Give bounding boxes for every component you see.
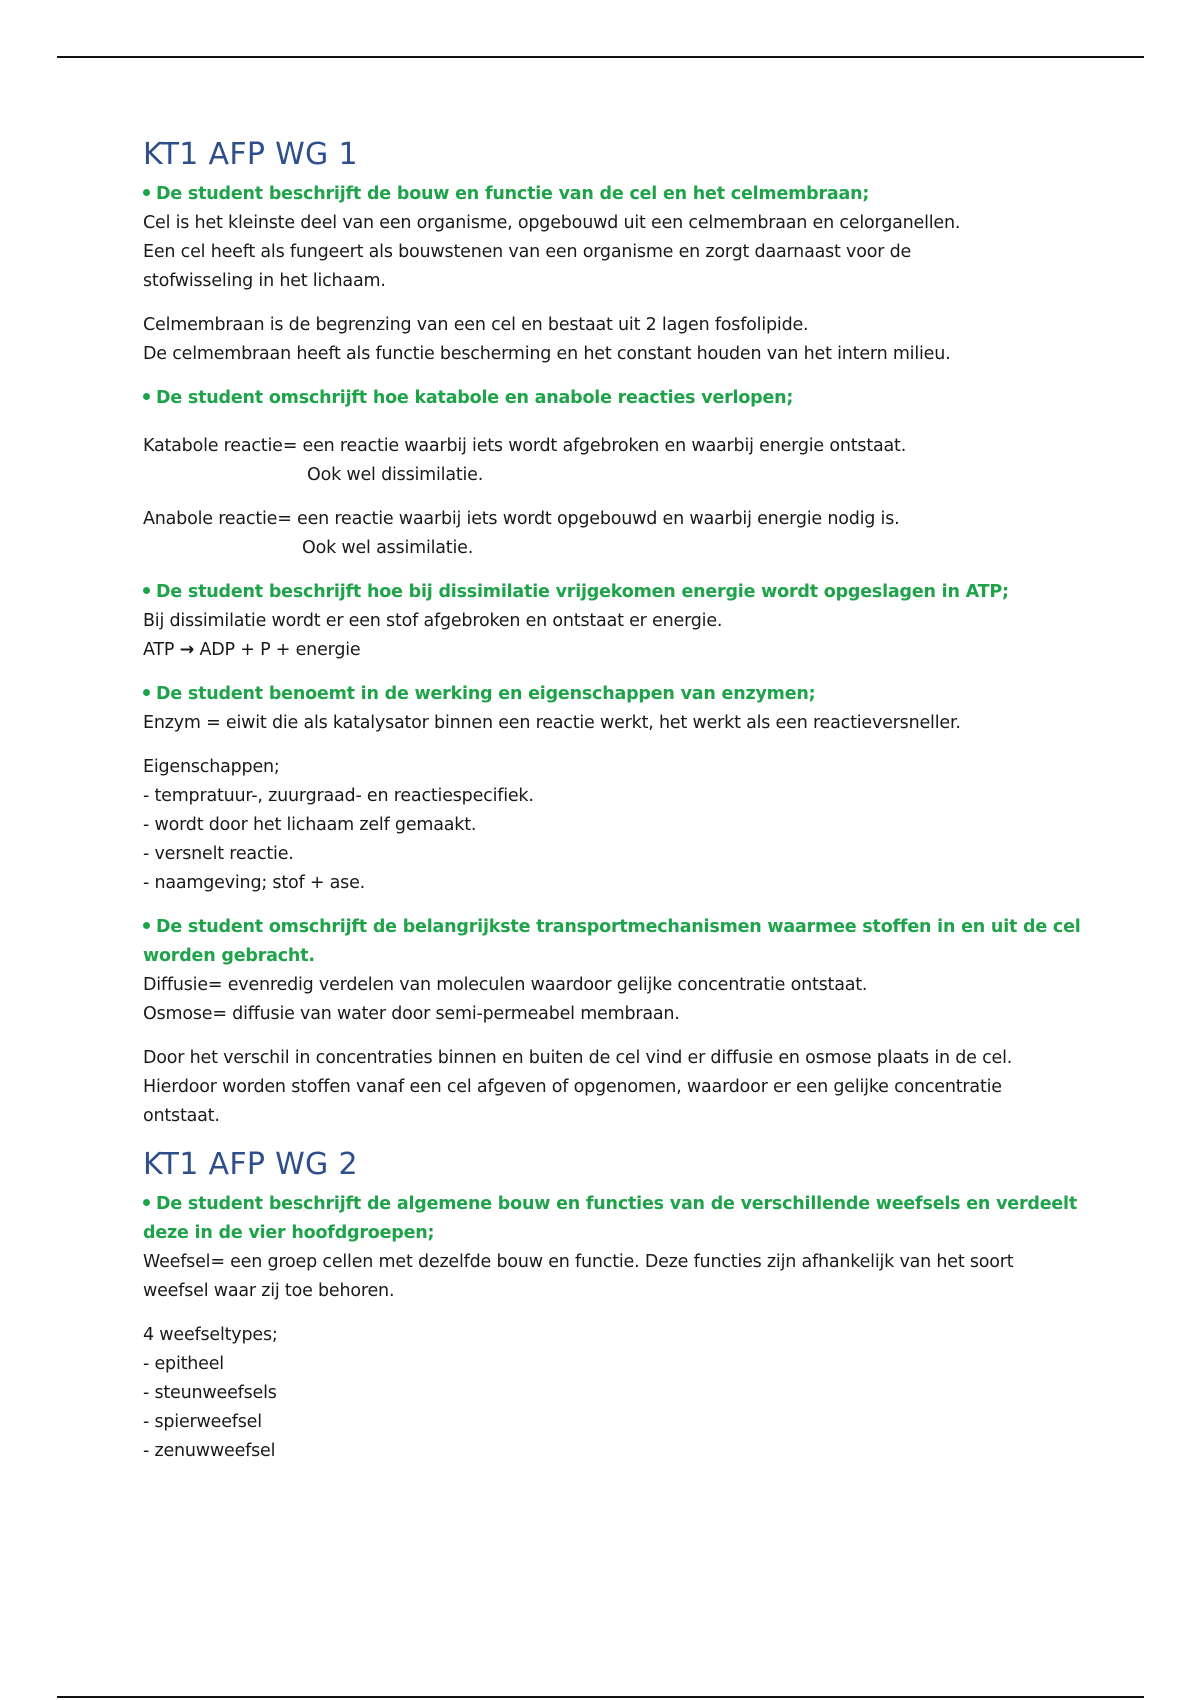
atp-equation: ATP → ADP + P + energie <box>143 640 361 660</box>
paragraph-line: ontstaat. <box>143 1106 220 1126</box>
list-item: - naamgeving; stof + ase. <box>143 873 366 893</box>
list-item: - epitheel <box>143 1354 224 1374</box>
paragraph-line: De celmembraan heeft als functie bescherming en het constant houden van het intern milieu. <box>143 344 951 364</box>
list-heading: Eigenschappen; <box>143 757 280 777</box>
bullet-icon <box>143 587 150 594</box>
paragraph-line: Enzym = eiwit die als katalysator binnen een reactie werkt, het werkt als een reactieversneller. <box>143 713 961 733</box>
paragraph-line: Diffusie= evenredig verdelen van moleculen waardoor gelijke concentratie ontstaat. <box>143 975 868 995</box>
paragraph-line: Katabole reactie= een reactie waarbij iets wordt afgebroken en waarbij energie ontstaat. <box>143 436 907 456</box>
paragraph-line: Weefsel= een groep cellen met dezelfde bouw en functie. Deze functies zijn afhankelijk van het soort <box>143 1252 1014 1272</box>
bullet-icon <box>143 689 150 696</box>
paragraph-line: Bij dissimilatie wordt er een stof afgebroken en ontstaat er energie. <box>143 611 723 631</box>
paragraph-line: Hierdoor worden stoffen vanaf een cel afgeven of opgenomen, waardoor er een gelijke concentratie <box>143 1077 1002 1097</box>
list-item: - versnelt reactie. <box>143 844 294 864</box>
list-item: - spierweefsel <box>143 1412 262 1432</box>
arrow-right-icon: → <box>179 640 195 660</box>
objective-heading: De student benoemt in de werking en eigenschappen van enzymen; <box>143 680 1083 709</box>
bullet-icon <box>143 922 150 929</box>
paragraph-line: Osmose= diffusie van water door semi-permeabel membraan. <box>143 1004 680 1024</box>
paragraph-line: stofwisseling in het lichaam. <box>143 271 386 291</box>
objective-heading: De student beschrijft hoe bij dissimilatie vrijgekomen energie wordt opgeslagen in ATP; <box>143 578 1083 607</box>
list-heading: 4 weefseltypes; <box>143 1325 278 1345</box>
paragraph-line: Celmembraan is de begrenzing van een cel en bestaat uit 2 lagen fosfolipide. <box>143 315 809 335</box>
document-body <box>143 136 1083 1466</box>
bottom-rule <box>57 1696 1144 1698</box>
section-title-wg2: KT1 AFP WG 2 <box>143 1147 358 1182</box>
objective-heading-cont: worden gebracht. <box>143 946 315 966</box>
objective-heading: De student omschrijft de belangrijkste transportmechanismen waarmee stoffen in en uit de cel <box>143 913 1083 942</box>
paragraph-line: Door het verschil in concentraties binnen en buiten de cel vind er diffusie en osmose plaats in de cel. <box>143 1048 1013 1068</box>
objective-heading: De student beschrijft de bouw en functie van de cel en het celmembraan; <box>143 180 1083 209</box>
list-item: - steunweefsels <box>143 1383 277 1403</box>
list-item: - wordt door het lichaam zelf gemaakt. <box>143 815 477 835</box>
list-item: - zenuwweefsel <box>143 1441 276 1461</box>
objective-heading: De student beschrijft de algemene bouw en functies van de verschillende weefsels en verdeelt <box>143 1190 1083 1219</box>
paragraph-line: Ook wel assimilatie. <box>302 538 474 558</box>
paragraph-line: Anabole reactie= een reactie waarbij iets wordt opgebouwd en waarbij energie nodig is. <box>143 509 900 529</box>
bullet-icon <box>143 1199 150 1206</box>
list-item: - tempratuur-, zuurgraad- en reactiespecifiek. <box>143 786 534 806</box>
objective-heading: De student omschrijft hoe katabole en anabole reacties verlopen; <box>143 384 1083 413</box>
bullet-icon <box>143 189 150 196</box>
top-rule <box>57 56 1144 58</box>
section-title-wg1: KT1 AFP WG 1 <box>143 137 358 172</box>
paragraph-line: Een cel heeft als fungeert als bouwstenen van een organisme en zorgt daarnaast voor de <box>143 242 912 262</box>
paragraph-line: Cel is het kleinste deel van een organisme, opgebouwd uit een celmembraan en celorganellen. <box>143 213 961 233</box>
bullet-icon <box>143 393 150 400</box>
paragraph-line: weefsel waar zij toe behoren. <box>143 1281 395 1301</box>
objective-heading-cont: deze in de vier hoofdgroepen; <box>143 1223 435 1243</box>
paragraph-line: Ook wel dissimilatie. <box>307 465 484 485</box>
